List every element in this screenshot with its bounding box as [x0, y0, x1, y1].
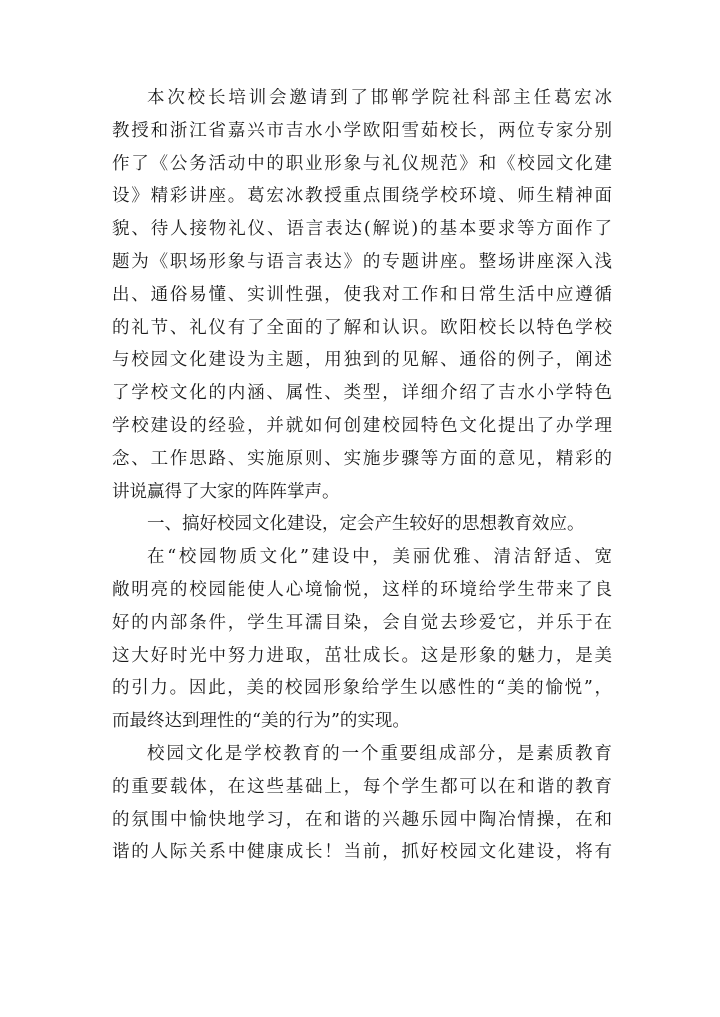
text-line: 而最终达到理性的“美的行为”的实现。 [112, 711, 410, 732]
text-line: 了学校文化的内涵、属性、类型，详细介绍了吉水小学特色 [112, 383, 612, 404]
document-body [112, 82, 612, 869]
text-line: 作了《公务活动中的职业形象与礼仪规范》和《校园文化建 [112, 153, 612, 174]
paragraph-lecture-summary [112, 82, 612, 508]
text-line: 貌、待人接物礼仪、语言表达(解说)的基本要求等方面作了 [112, 219, 612, 240]
text-line: 这大好时光中努力进取，茁壮成长。这是形象的魅力，是美 [112, 645, 612, 666]
text-line: 题为《职场形象与语言表达》的专题讲座。整场讲座深入浅 [112, 251, 612, 272]
text-line: 的重要载体，在这些基础上，每个学生都可以在和谐的教育 [112, 776, 612, 797]
text-line: 谐的人际关系中健康成长！当前，抓好校园文化建设，将有 [112, 842, 612, 863]
text-line: 教授和浙江省嘉兴市吉水小学欧阳雪茹校长，两位专家分别 [112, 120, 612, 141]
text-line: 本次校长培训会邀请到了邯郸学院社科部主任葛宏冰 [147, 88, 612, 108]
text-line: 设》精彩讲座。葛宏冰教授重点围绕学校环境、师生精神面 [112, 186, 612, 207]
paragraph-campus-culture [112, 738, 612, 869]
paragraph-campus-environment [112, 541, 612, 738]
text-line: 的引力。因此，美的校园形象给学生以感性的“美的愉悦”， [112, 678, 612, 699]
text-line: 的氛围中愉快地学习，在和谐的兴趣乐园中陶冶情操，在和 [112, 809, 612, 830]
text-line: 的礼节、礼仪有了全面的了解和认识。欧阳校长以特色学校 [112, 317, 612, 338]
text-line: 一、搞好校园文化建设，定会产生较好的思想教育效应。 [147, 514, 585, 535]
section-heading [112, 508, 612, 541]
text-line: 好的内部条件，学生耳濡目染，会自觉去珍爱它，并乐于在 [112, 612, 612, 633]
text-line: 出、通俗易懂、实训性强，使我对工作和日常生活中应遵循 [112, 284, 612, 305]
text-line: 在“校园物质文化”建设中，美丽优雅、清洁舒适、宽 [147, 547, 612, 568]
text-line: 校园文化是学校教育的一个重要组成部分，是素质教育 [147, 743, 612, 764]
text-line: 讲说赢得了大家的阵阵掌声。 [112, 481, 340, 502]
text-line: 与校园文化建设为主题，用独到的见解、通俗的例子，阐述 [112, 350, 612, 371]
text-line: 敞明亮的校园能使人心境愉悦，这样的环境给学生带来了良 [112, 579, 612, 600]
text-line: 念、工作思路、实施原则、实施步骤等方面的意见，精彩的 [112, 448, 612, 469]
text-line: 学校建设的经验，并就如何创建校园特色文化提出了办学理 [112, 415, 612, 436]
